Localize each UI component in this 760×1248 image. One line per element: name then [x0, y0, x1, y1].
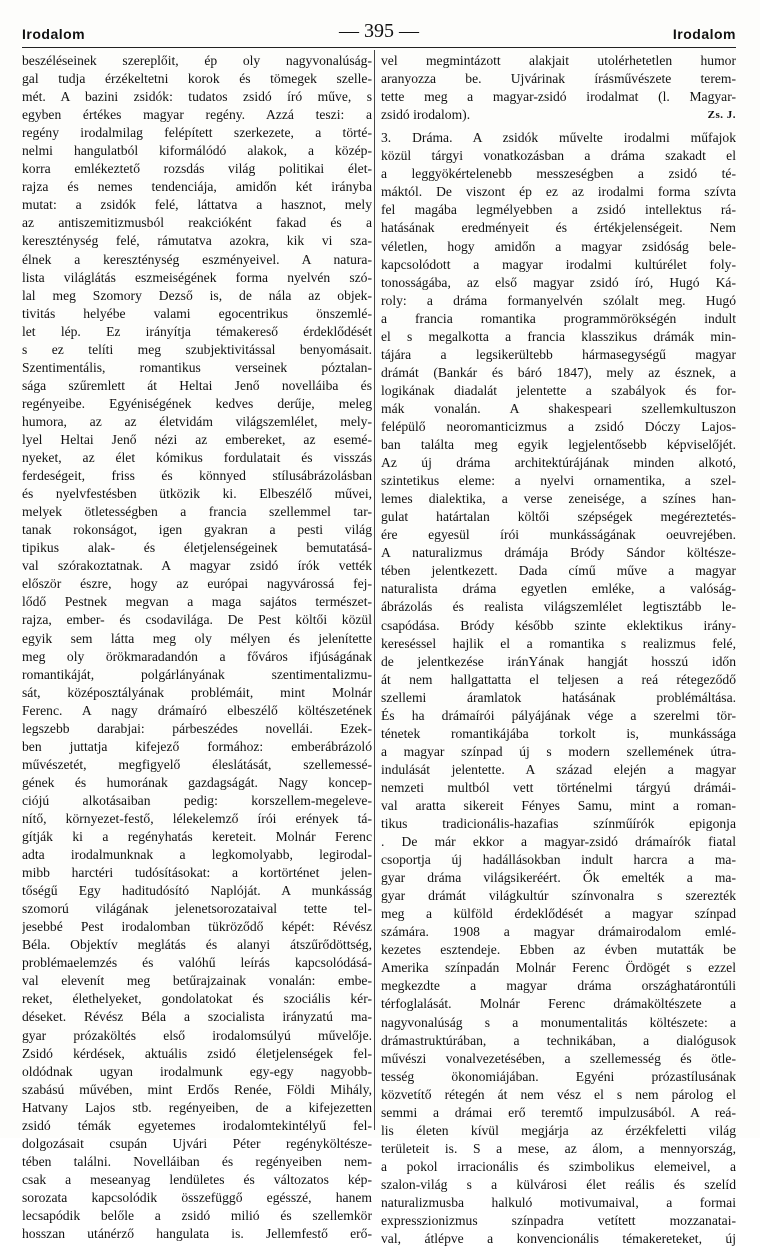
text-line: kereséssel hajlik el a romantika s realizmus felé, — [381, 635, 736, 651]
text-line: sát, középosztályának problémáit, mint Molnár — [22, 684, 372, 700]
text-line: Zsidó kérdések, aktuális zsidó életjelenségek fel- — [22, 1045, 372, 1061]
text-line: sorozata kapcsolódik összefüggő egésszé, hanem — [22, 1189, 372, 1205]
text-line: mibb harctéri tudósításokat: a kortörténet jelen- — [22, 865, 372, 881]
text-line: tében találni. Novelláiban és regényeiben nem- — [22, 1153, 372, 1169]
text-line: drámát (Bankár és báró 1847), mely az észnek, a — [381, 364, 736, 380]
text-line: gyar prózaköltés első irodalomsúlyú művelője. — [22, 1027, 372, 1043]
text-line: val aratta sikereit Fényes Samu, mint a roman- — [381, 797, 736, 813]
text-line: tesség ökonomiájában. Egyéni prózastílusának — [381, 1068, 736, 1084]
text-line: Hatvany Lajos stb. regényeiben, de a kifejezetten — [22, 1099, 372, 1115]
text-line: déseket. Révész Béla a szocialista irányzatú ma- — [22, 1009, 372, 1025]
text-line: gal tudja érzékeltetni korok és tömegek szelle- — [22, 71, 372, 87]
text-line: ban találta meg egyik legjelentősebb képviselőjét. — [381, 437, 736, 453]
text-line: zsidó témák egyetemes irodalomtekintélyű fel- — [22, 1117, 372, 1133]
text-line: megkezdte a magyar dráma országhatárontúli — [381, 978, 736, 994]
text-line: s ez telíti meg szubjektivitással benyomásait. — [22, 341, 372, 357]
text-line: jesebbé Pest irodalomban tükröződő képét: Révész — [22, 919, 372, 935]
text-line: ciójú alkotásaiban pedig: korszellem-megeleve- — [22, 792, 372, 808]
text-line: val elevenít meg betűrajzainak vonalán: embe- — [22, 973, 372, 989]
text-line: hatásának eredményeit és értékjelenségeit. Nem — [381, 220, 736, 236]
text-line: gyar dráma világsikeréért. Ők emelték a ma- — [381, 870, 736, 886]
text-line: először észre, hogy az európai nagyvárossá fej- — [22, 576, 372, 592]
text-line: nagyvonalúság s a monumentalitás költészete: a — [381, 1014, 736, 1030]
text-line: Béla. Objektív meglátás és alanyi átszűrődöttség, — [22, 937, 372, 953]
text-line: drámastruktúrában, a technikában, a dialógusok — [381, 1032, 736, 1048]
text-line: problémaelemzés és valóhű leírás kapcsolódásá- — [22, 955, 372, 971]
text-line: ábrázolás és realista világszemlélet legtisztább le- — [381, 599, 736, 615]
text-line-with-signature — [381, 106, 736, 129]
text-line: felépülő neoromanticizmus a zsidó Dóczy Lajos- — [381, 418, 736, 434]
text-line: lemes dialektika, a verse zeneisége, a színes han- — [381, 491, 736, 507]
text-line: . De már ekkor a magyar-zsidó drámaírók fiatal — [381, 834, 736, 850]
text-line: mét. A bazini zsidók: tudatos zsidó író műve, s — [22, 89, 372, 105]
column-divider — [374, 50, 375, 1130]
page-number: — 395 — — [339, 20, 419, 42]
text-line: indulását jelentette. A század elején a magyar — [381, 761, 736, 777]
text-line: legszebb darabjai: párbeszédes novellái. Ezek- — [22, 720, 372, 736]
text-line: tőségű Egy haditudósító Naplóját. A munkásság — [22, 883, 372, 899]
text-line: semmi a drámai erő teremtő impulzusából. A reá- — [381, 1104, 736, 1120]
text-line: szabású művében, mint Erdős Renée, Földi Mihály, — [22, 1081, 372, 1097]
text-line: egyben értékes magyar regény. Azzá teszi: a — [22, 107, 372, 123]
text-line: dolgozásait csupán Ujvári Péter regényköltésze- — [22, 1135, 372, 1151]
text-line: rajza, ember- és csodavilága. De Pest költői közül — [22, 612, 372, 628]
text-line: mák vonalán. A shakespeari szellemkultuszon — [381, 400, 736, 416]
text-line: logikának diadalát jelentette a szabályok és for- — [381, 382, 736, 398]
text-line: számára. 1908 a magyar drámairodalom emlé- — [381, 924, 736, 940]
text-line: művészetét, megfigyelő éleslátását, szellemessé- — [22, 756, 372, 772]
left-column — [22, 52, 372, 1243]
text-line: hosszan utánérző hangulata is. Jellemfestő erő- — [22, 1226, 372, 1242]
running-head-left: Irodalom — [22, 26, 86, 42]
text-line: adta irodalmunknak a legkomolyabb, legirodal- — [22, 847, 372, 863]
text-line: vel megmintázott alakjait utolérhetetlen humor — [381, 53, 736, 68]
text-line: nyeket, az élet kómikus fordulatait és visszás — [22, 450, 372, 466]
text-line: közvetítő rétegén át nem vész el s nem párolog el — [381, 1086, 736, 1102]
text-line: melyek ötletességben a francia szellemmel tar- — [22, 504, 372, 520]
text-line: zsidó irodalom). — [381, 107, 471, 123]
text-line: expresszionizmus színpadra vetített mozzanatai- — [381, 1213, 736, 1229]
text-line: A naturalizmus drámája Bródy Sándor költésze- — [381, 545, 736, 561]
text-line: szomorú világának jelenetsorozataival tette tel- — [22, 901, 372, 917]
text-line: kezetes esztendeje. Ebben az évben mutatták be — [381, 942, 736, 958]
text-line: lyel Heltai Jenő nézi az embereket, az esemé- — [22, 431, 372, 447]
text-line: tette meg a magyar-zsidó irodalmat (l. Magyar- — [381, 89, 736, 105]
text-line: val szórakoztatnak. A magyar zsidó írók vették — [22, 558, 372, 574]
text-line: csapódása. Bródy később szinte eklektikus irány- — [381, 617, 736, 633]
text-line: a pokol irracionális és szimbolikus elemeivel, a — [381, 1158, 736, 1174]
text-line: romantikáját, polgárlányának szentimentalizmu- — [22, 666, 372, 682]
text-line: Szentimentális, romantikus verseinek póztalan- — [22, 359, 372, 375]
text-line: naturalista dráma egyetlen emléke, a valóság- — [381, 581, 736, 597]
text-line: egyik sem látta meg oly mélyen és jelenítette — [22, 630, 372, 646]
text-line: lecsapódik belőle a zsidó milió és szellemkör — [22, 1208, 372, 1223]
text-line: sága szűremlett át Heltai Jenő novelláiba és — [22, 377, 372, 393]
text-line: meg oly örökmaradandón a főváros ifjúságának — [22, 648, 372, 664]
text-line: regény irodalmilag felépített szerkezete, a törté- — [22, 125, 372, 141]
text-line: szellemi áramlatok hatásának problémáltása. — [381, 689, 736, 705]
right-column — [381, 52, 736, 1248]
running-head-right: Irodalom — [672, 26, 736, 42]
text-line: közül tárgyi vonatkozásban a dráma szakadt el — [381, 148, 736, 164]
text-line: szintetikus eleme: a nyelvi ornamentika, a szel- — [381, 473, 736, 489]
text-line: lis életen kívül megjárja az érzékfeletti világ — [381, 1122, 736, 1138]
text-line: regényeibe. Egyéniségének kedves derűje, meleg — [22, 395, 372, 411]
page-header — [22, 18, 736, 46]
text-line: tében jelentkezett. Dada című műve a magyar — [381, 563, 736, 579]
text-line: let lép. Ez irányítja témakereső érdeklődését — [22, 323, 372, 339]
text-line: rajza és nemes tendenciája, amidőn két irányba — [22, 179, 372, 195]
text-line: a magyar színpad új s modern szellemének útra- — [381, 743, 736, 759]
text-line: aranyozza be. Ujvárinak írásművészete terem- — [381, 71, 736, 87]
text-line: tivitás helyébe valami egocentrikus önszemlé- — [22, 305, 372, 321]
text-line: roly: a dráma formanyelvén szólalt meg. Hugó — [381, 292, 736, 308]
text-line: lista világlátás eszmeiségének forma nyelvén szó- — [22, 269, 372, 285]
text-line: nítő, környezet-festő, lélekelemző írói erények tá- — [22, 810, 372, 826]
text-line: reket, élethelyeket, gondolatokat és szociális kér- — [22, 991, 372, 1007]
text-line: kapcsolódott a magyar irodalmi kultúrélet foly- — [381, 256, 736, 272]
text-line: tikus tradicionális-hazafias színműírók epigonja — [381, 816, 736, 832]
text-line: művészi vonalvezetésében, a szellemesség és ötle- — [381, 1050, 736, 1066]
text-line: élnek a kereszténység eszményeivel. A natura- — [22, 251, 372, 267]
text-line: szalon-világ s a külvárosi élet reális és szelíd — [381, 1176, 736, 1192]
text-line: ben juttatja kifejező formához: emberábrázoló — [22, 738, 372, 754]
text-line: És ha drámaírói pályájának vége a szerelmi tör- — [381, 707, 736, 723]
text-line: fel magába legmélyebben a zsidó intellektus rá- — [381, 202, 736, 218]
text-line: területeit is. S a mese, az álom, a mennyország, — [381, 1140, 736, 1156]
text-line: korra emlékeztető rozsdás világ politikai élet- — [22, 161, 372, 177]
text-line: ére egyesül írói munkásságának oeuvrejében. — [381, 527, 736, 543]
text-line: csak a meseanyag lendületes és változatos kép- — [22, 1171, 372, 1187]
text-line: gének és humorának gazdagságát. Nagy koncep- — [22, 774, 372, 790]
text-line: ferdeségeit, friss és könnyed stílusábrázolásban — [22, 468, 372, 484]
text-line: gítják ki a regényhatás kereteit. Molnár Ferenc — [22, 829, 372, 845]
text-line: kereszténység felé, rámutatva azokra, kik vi sza- — [22, 233, 372, 249]
text-line: 3. Dráma. A zsidók művelte irodalmi műfajok — [381, 130, 736, 146]
text-line: naturalizmusba halkuló motivumaival, a formai — [381, 1195, 736, 1210]
text-line: lődő Pestnek megvan a maga sajátos természet- — [22, 594, 372, 610]
text-line: térfoglalását. Molnár Ferenc drámaköltészete a — [381, 996, 736, 1012]
text-line: tipikus alak- és életjelenségeinek bemutatásá- — [22, 540, 372, 556]
author-signature: Zs. J. — [707, 109, 736, 122]
text-line: nemzeti multból vett történelmi tárgyú drámái- — [381, 779, 736, 795]
text-line: el s megalkotta a francia klasszikus drámák min- — [381, 328, 736, 344]
text-line: meg a külföld érdeklődését a magyar színpad — [381, 906, 736, 922]
text-line: ténetek romantikájába torkolt is, munkássága — [381, 725, 736, 741]
text-line: át nem hallgattatta el teljesen a reá rétegeződő — [381, 671, 736, 687]
text-line: val, átlépve a konvencionális témakereteket, új — [381, 1231, 736, 1247]
text-line: és nyelvfestésben ütközik ki. Elbeszélő művei, — [22, 486, 372, 502]
text-line: beszéléseinek szereplőit, ép oly nagyvonalúság- — [22, 53, 372, 68]
text-line: Amerika színpadán Molnár Ferenc Ördögét s ezzel — [381, 960, 736, 976]
text-line: nelmi hangulatból kiformálódó alakok, a közép- — [22, 143, 372, 159]
text-line: de jelentkezése iránYának hangját hosszú időn — [381, 653, 736, 669]
text-line: mutat: a zsidók felé, láttatva a hasznot, mely — [22, 197, 372, 213]
text-line: gulat határtalan költői szépségek megéreztetés- — [381, 509, 736, 525]
text-line: a leggyökértelenebb messzeségben a zsidó té- — [381, 166, 736, 182]
text-line: a francia romantika programmörökségén indult — [381, 310, 736, 326]
text-line: Az új dráma architektúrájának minden alkotó, — [381, 455, 736, 471]
text-line: gyar drámát világkultúr színvonalra s szerezték — [381, 888, 736, 904]
text-line: máktól. De viszont ép ez az irodalmi forma szívta — [381, 184, 736, 200]
header-rule — [22, 47, 736, 48]
text-line: Ferenc. A nagy drámaíró elbeszélő költészetének — [22, 702, 372, 718]
text-line: humora, az az életvidám világszemlélet, mely- — [22, 413, 372, 429]
text-line: tonosságába, az első magyar zsidó író, Hugó Ká- — [381, 274, 736, 290]
text-line: véletlen, hogy amidőn a magyar zsidóság bele- — [381, 238, 736, 254]
text-line: tanak rokonságot, igen gyakran a pesti világ — [22, 522, 372, 538]
text-line: oldódnak ugyan irodalmunk egy-egy nagyobb- — [22, 1063, 372, 1079]
text-line: az antiszemitizmusból reakcióként fakad és a — [22, 215, 372, 231]
text-line: csoportja új hadállásokban indult harcra a ma- — [381, 852, 736, 868]
text-line: tájára a legsikerültebb hármasegységű magyar — [381, 346, 736, 362]
text-line: lal meg Szomory Dezső is, de nála az objek- — [22, 287, 372, 303]
